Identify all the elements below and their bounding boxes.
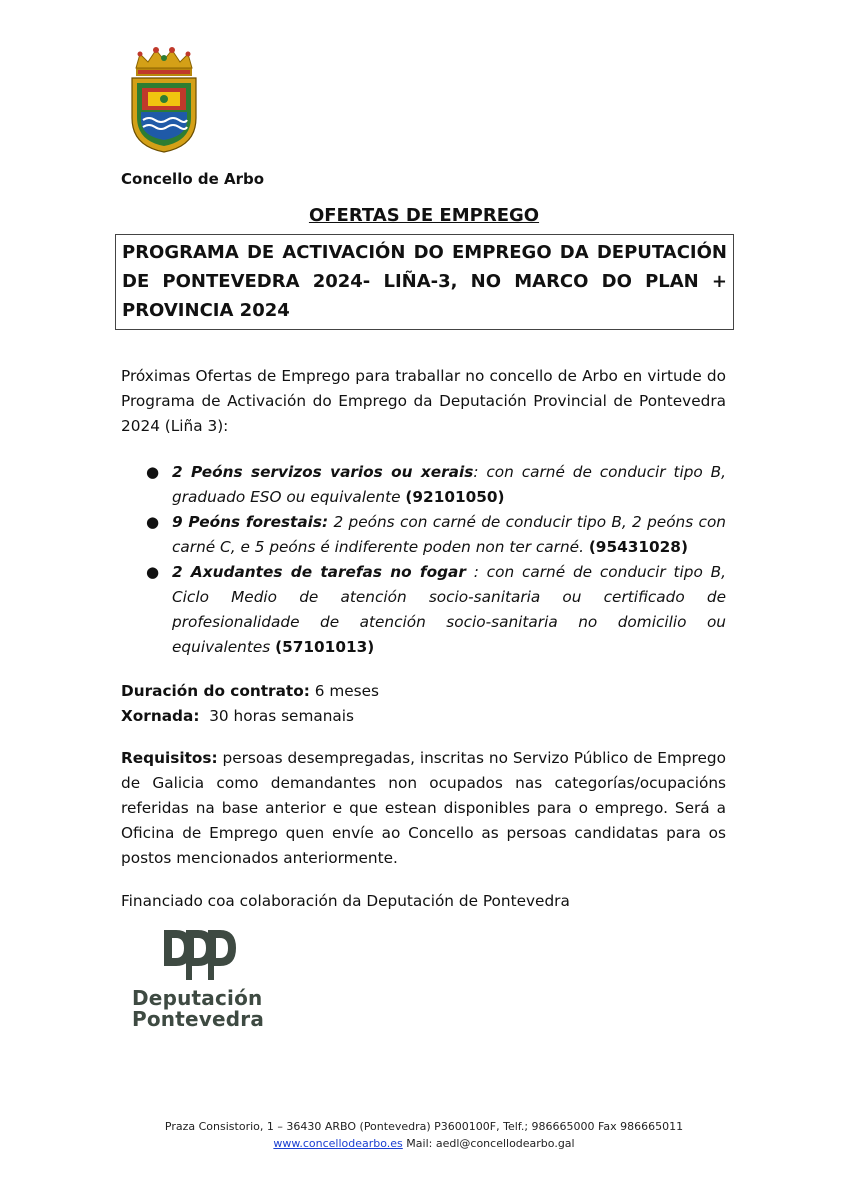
footer — [0, 1118, 848, 1152]
deputacion-logo-text — [132, 988, 264, 1030]
deputacion-logo-line1: Deputación — [132, 986, 263, 1010]
hours-label: Xornada: — [121, 707, 200, 725]
arbo-coat-of-arms-icon — [126, 46, 202, 154]
offer-description: : con carné de conducir tipo B, Ciclo Medio de atención socio-sanitaria ou certificado de profesionalidade de atención socio-sanitaria no domicilio ou equivalentes — [172, 563, 726, 656]
list-item — [121, 460, 726, 510]
list-item — [121, 560, 726, 660]
footer-mail: Mail: aedl@concellodearbo.gal — [406, 1137, 575, 1150]
job-offers-list — [121, 460, 726, 660]
offer-code: (95431028) — [588, 538, 688, 556]
organization-name: Concello de Arbo — [121, 170, 265, 188]
contract-details — [121, 679, 726, 729]
deputacion-logo-line2: Pontevedra — [132, 1007, 265, 1031]
program-title-box: PROGRAMA DE ACTIVACIÓN DO EMPREGO DA DEPUTACIÓN DE PONTEVEDRA 2024- LIÑA-3, NO MARCO DO PLAN + PROVINCIA 2024 — [115, 234, 734, 330]
requirements-paragraph — [121, 746, 726, 871]
offer-title: 9 Peóns forestais: — [172, 513, 329, 531]
duration-label: Duración do contrato: — [121, 682, 310, 700]
requirements-label: Requisitos: — [121, 749, 218, 767]
website-link[interactable]: www.concellodearbo.es — [273, 1137, 403, 1150]
requirements-text: persoas desempregadas, inscritas no Servizo Público de Emprego de Galicia como demandantes non ocupados nas categorías/ocupacións referidas na base anterior e que estean disponibles para o emprego. Será a Oficina de Emprego quen envíe ao Concello as persoas candidatas para os postos mencionados anteriormente. — [121, 749, 726, 867]
list-item — [121, 510, 726, 560]
offer-description: : con carné de conducir tipo B, graduado ESO ou equivalente — [172, 463, 726, 506]
hours-value: 30 horas semanais — [209, 707, 355, 725]
financing-note: Financiado coa colaboración da Deputación de Pontevedra — [121, 892, 570, 910]
deputacion-logo-icon — [162, 928, 238, 982]
offer-title: 2 Axudantes de tarefas no fogar — [172, 563, 466, 581]
bullet-icon: ● — [146, 513, 160, 531]
footer-address: Praza Consistorio, 1 – 36430 ARBO (Pontevedra) P3600100F, Telf.; 986665000 Fax 986665011 — [164, 1120, 684, 1133]
duration-value: 6 meses — [314, 682, 379, 700]
bullet-icon: ● — [146, 563, 160, 581]
offer-code: (57101013) — [275, 638, 375, 656]
offer-title: 2 Peóns servizos varios ou xerais — [172, 463, 474, 481]
offer-code: (92101050) — [405, 488, 505, 506]
offer-description: 2 peóns con carné de conducir tipo B, 2 peóns con carné C, e 5 peóns é indiferente poden non ter carné. — [172, 513, 726, 556]
intro-paragraph: Próximas Ofertas de Emprego para traballar no concello de Arbo en virtude do Programa de Activación do Emprego da Deputación Provincial de Pontevedra 2024 (Liña 3): — [121, 367, 726, 435]
bullet-icon: ● — [146, 463, 160, 481]
document-title: OFERTAS DE EMPREGO — [308, 205, 540, 226]
deputacion-logo — [132, 928, 272, 1038]
